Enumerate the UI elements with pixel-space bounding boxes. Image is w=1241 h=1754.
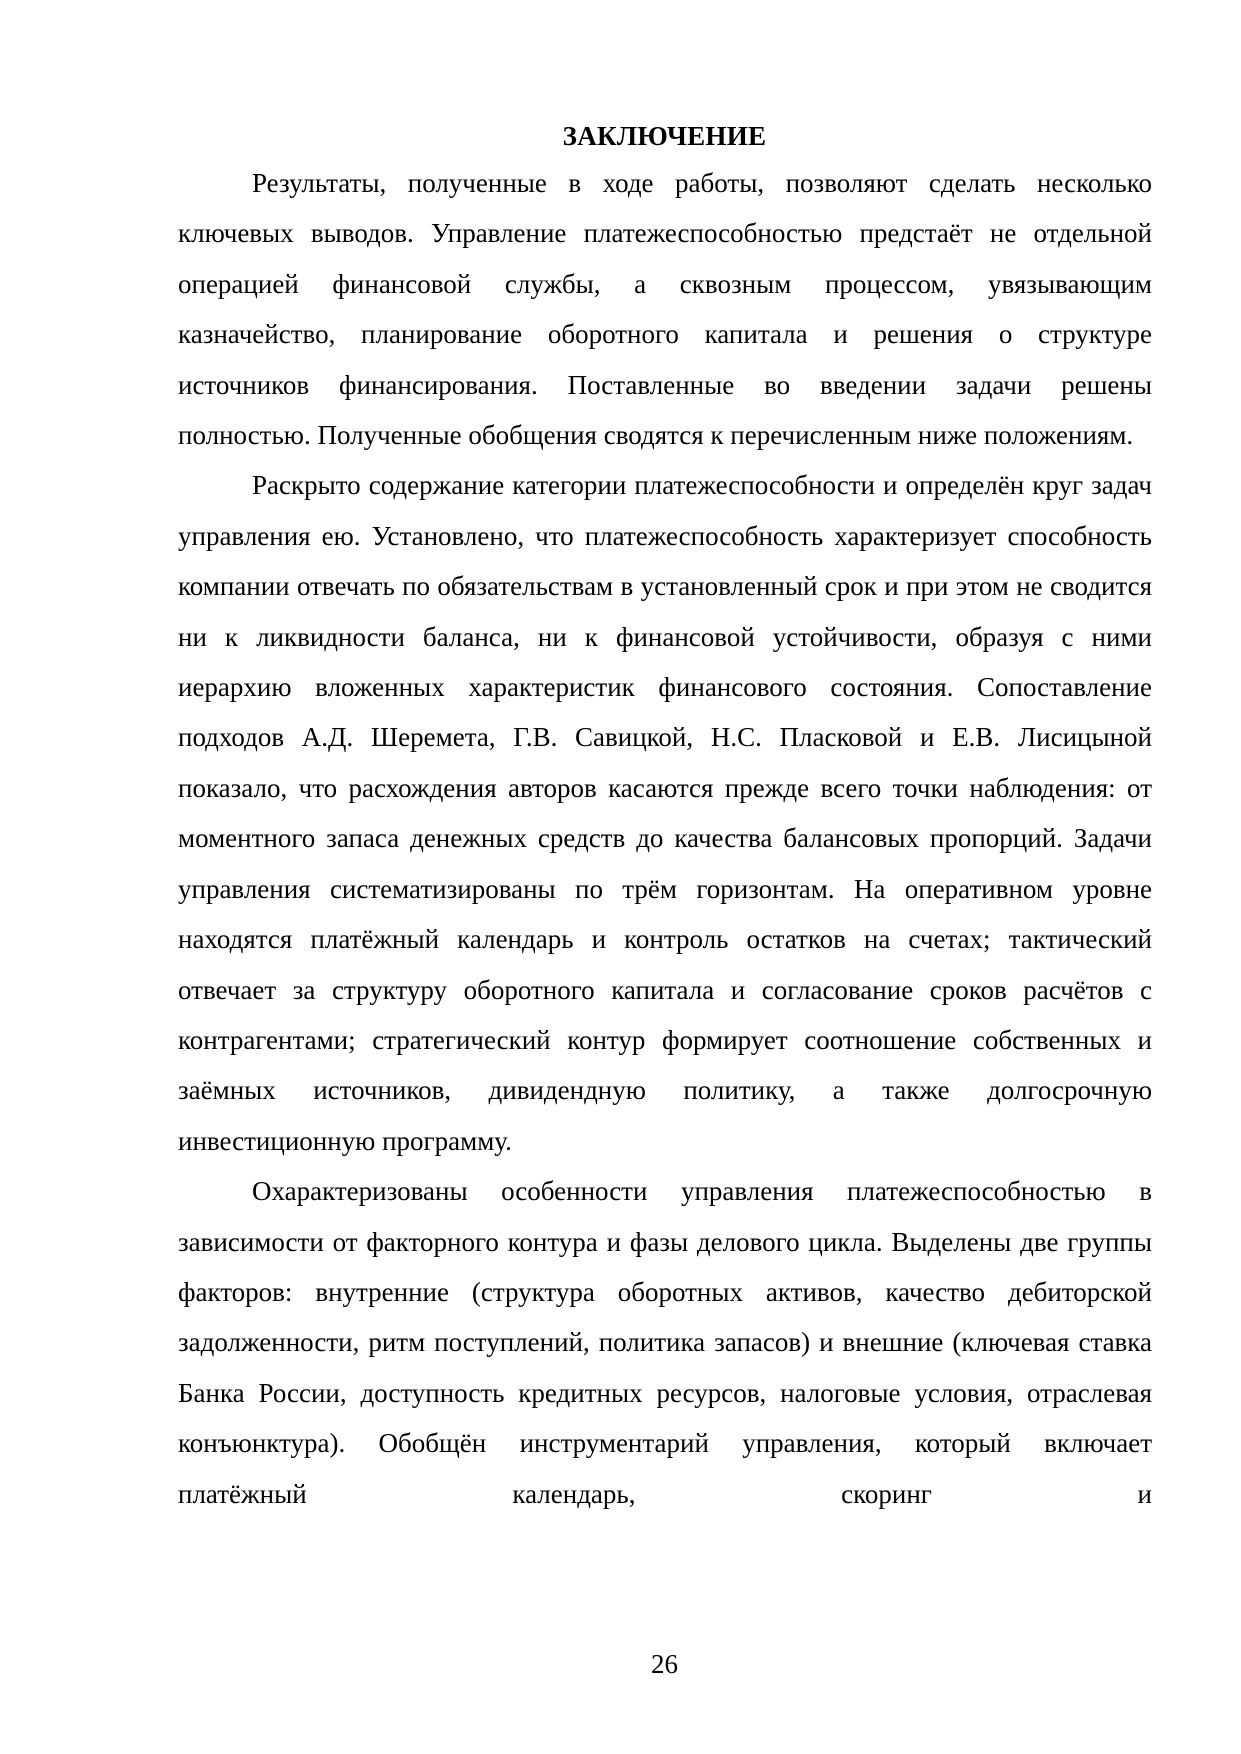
paragraph-solvency-content: Раскрыто содержание категории платежеспособности и определён круг задач управления ею. Установлено, что платежеспособность характеризует способность компании отвечать по обязательствам в установленный срок и при этом не сводится ни к ликвидности баланса, ни к финансовой устойчивости, образуя с ними иерархию вложенных характеристик финансового состояния. Сопоставление подходов А.Д. Шеремета, Г.В. Савицкой, Н.С. Пласковой и Е.В. Лисицыной показало, что расхождения авторов касаются прежде всего точки наблюдения: от моментного запаса денежных средств до качества балансовых пропорций. Задачи управления систематизированы по трём горизонтам. На оперативном уровне находятся платёжный календарь и контроль остатков на счетах; тактический отвечает за структуру оборотного капитала и согласование сроков расчётов с контрагентами; стратегический контур формирует соотношение собственных и заёмных источников, дивидендную политику, а также долгосрочную инвестиционную программу. [178, 470, 1152, 1156]
body-text [178, 158, 1152, 1519]
page-number: 26 [651, 1649, 678, 1679]
paragraph-intro: Результаты, полученные в ходе работы, позволяют сделать несколько ключевых выводов. Управление платежеспособностью предстаёт не отдельной операцией финансовой службы, а сквозным процессом, увязывающим казначейство, планирование оборотного капитала и решения о структуре источников финансирования. Поставленные во введении задачи решены полностью. Полученные обобщения сводятся к перечисленным ниже положениям. [178, 168, 1152, 451]
paragraph-management-features: Охарактеризованы особенности управления платежеспособностью в зависимости от факторного контура и фазы делового цикла. Выделены две группы факторов: внутренние (структура оборотных активов, качество дебиторской задолженности, ритм поступлений, политика запасов) и внешние (ключевая ставка Банка России, доступность кредитных ресурсов, налоговые условия, отраслевая конъюнктура). Обобщён инструментарий управления, который включает платёжный календарь, скоринг и [178, 1176, 1152, 1509]
section-heading: ЗАКЛЮЧЕНИЕ [562, 121, 767, 151]
